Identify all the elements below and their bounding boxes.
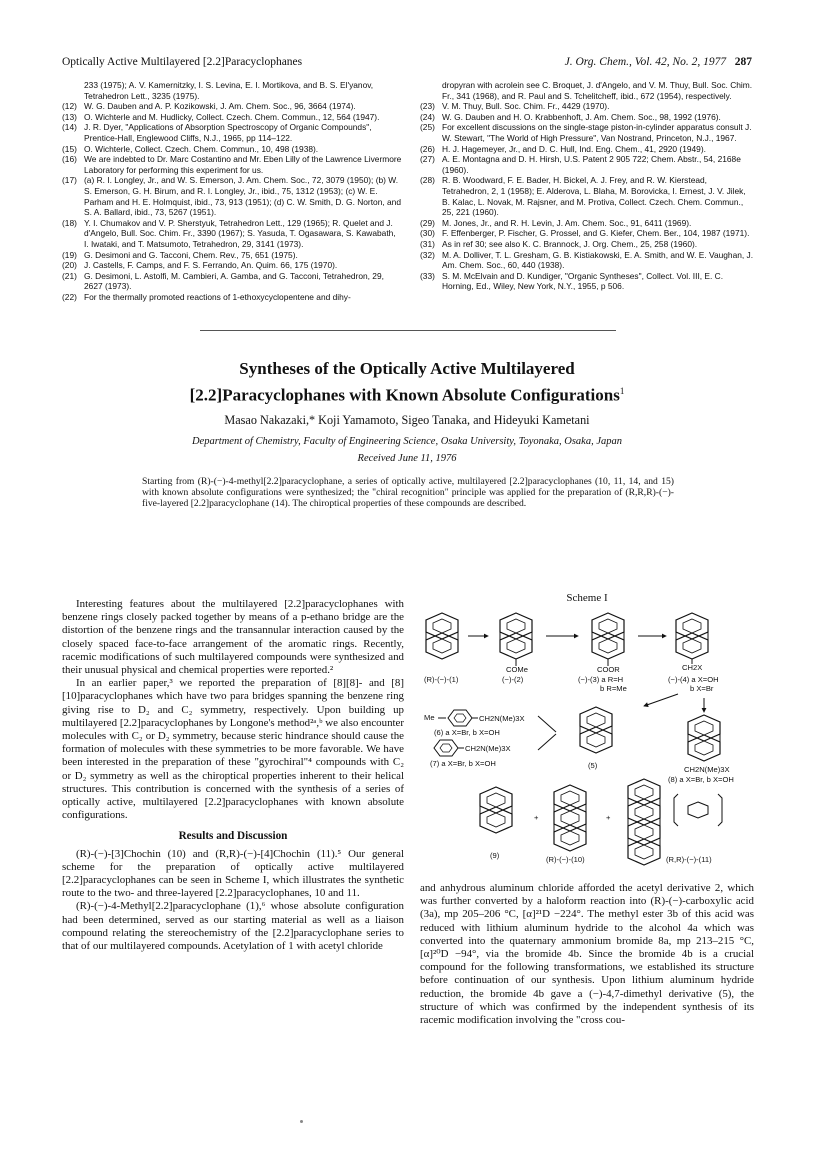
compound-2-substituent: COMe <box>506 665 528 674</box>
reference-number: (25) <box>420 122 435 133</box>
compound-7-label: (7) a X=Br, b X=OH <box>430 759 496 768</box>
reference-text: J. R. Dyer, "Applications of Absorption Spectroscopy of Organic Compounds", Prentice-Hall, Englewood Cliffs, N.J., 1965, pp 114–122. <box>84 122 372 143</box>
title-line-2: [2.2]Paracyclophanes with Known Absolute Configurations$^1$ <box>189 385 625 405</box>
compound-6-structure <box>438 710 478 726</box>
paragraph: In an earlier paper,³ we reported the preparation of [8][8]- and [8][10]paracyclophanes which have two para bridges spanning the benzene ring giving rise to D₂ and C₂ symmetry, respectively. Upon building up multilayered [2.2]paracyclophanes by Longone's method²ᵃ,ᵇ we also encounter molecules with C₂ or D₂ symmetry, because steric hindrance should cause the formation of molecules with these symmetries to be more favorable. We have been interested in the preparation of these "gyrochiral"⁴ compounds with C₂ or D₂ symmetry as well as the chiroptical properties inherent to their helical structures. This contribution is concerned with the synthesis of a series of optically active, multilayered [2.2]paracyclophanes with known absolute configurations. <box>62 677 404 822</box>
reference-text: As in ref 30; see also K. C. Brannock, J. Org. Chem., 25, 258 (1960). <box>442 238 698 249</box>
compound-3-label: (−)-(3) a R=H <box>578 675 624 684</box>
reference-entry <box>62 144 402 155</box>
compound-4-substituent: CH2X <box>682 663 703 672</box>
compound-8-structure <box>688 715 720 761</box>
running-head-title: Optically Active Multilayered [2.2]Paracyclophanes <box>62 56 303 68</box>
abstract: Starting from (R)-(−)-4-methyl[2.2]paracyclophane, a series of optically active, multilayered [2.2]paracyclophanes (10, 11, 14, and 15) with known absolute configurations were synthesized; the "chiral recognition" principle was applied for the preparation of (R,R,R)-(−)-five-layered [2.2]paracyclophane (14). The chiroptical properties of these compounds are described. <box>142 476 674 510</box>
methyl-label: Me <box>424 713 435 722</box>
compound-4-label: (−)-(4) a X=OH <box>668 675 719 684</box>
reference-entry <box>420 218 754 229</box>
reference-entry <box>62 292 402 303</box>
paragraph: and anhydrous aluminum chloride afforded the acetyl derivative 2, which was further converted by a haloform reaction into (R)-(−)-carboxylic acid (3a), mp 205–206 °C, [α]²¹D −224°. The methyl ester 3b of this acid was reduced with lithium aluminum hydride to the alcohol 4a which was converted into the quaternary ammonium bromide 8a, mp 213–215 °C, [α]²⁰D −94°, via the bromide 4b. Since the bromide 4b is a crucial compound for the following transformations, we established its structure before continuation of our synthesis. Upon lithium aluminum hydride reduction, the bromide 4b gave a (−)-4,7-dimethyl derivative (5), the structure of which was confirmed by the independent synthesis of its racemic modification involving the "cross cou- <box>420 882 754 1027</box>
reference-entry <box>420 144 754 155</box>
compound-3-label-b: b R=Me <box>600 684 627 693</box>
converging-bracket <box>538 716 556 732</box>
compound-7-structure <box>434 740 464 756</box>
reference-number: (21) <box>62 270 77 281</box>
running-head-journal: J. Org. Chem., Vol. 42, No. 2, 1977 287 <box>564 56 752 68</box>
page-number: 287 <box>734 56 752 68</box>
converging-bracket <box>538 734 556 750</box>
reference-text: M. Jones, Jr., and R. H. Levin, J. Am. Chem. Soc., 91, 6411 (1969). <box>442 217 692 228</box>
paragraph: Interesting features about the multilayered [2.2]paracyclophanes with benzene rings closely packed together by means of a p-ethano bridge are the distortion of the benzene rings and the transannular interaction caused by the closely spaced face-to-face arrangement of the aromatic rings. Recently, racemic modifications of such multilayered compounds were synthesized and their unusual physical and chemical properties were reported.² <box>62 598 404 677</box>
separator-rule <box>200 330 616 331</box>
compound-3-substituent: COOR <box>597 665 620 674</box>
reference-text: R. B. Woodward, F. E. Bader, H. Bickel, A. J. Frey, and R. W. Kierstead, Tetrahedron, 2, 1 (1958); E. Alderova, L. Blaha, M. Borovicka, I. Ernest, J. V. Jilek, B. Kalac, L. Novak, M. Rajsner, and M. Protiva, Collect. Czech. Chem. Commun., 25, 221 (1960). <box>442 175 746 218</box>
reference-text: For excellent discussions on the single-stage piston-in-cylinder apparatus consult J. W. Stewart, "The World of High Pressure", Van Nostrand, Princeton, N.J., 1967. <box>442 122 752 143</box>
title-footnote-marker: 1 <box>619 386 625 396</box>
compound-5-label: (5) <box>588 761 598 770</box>
reference-text: 233 (1975); A. V. Kamernitzky, I. S. Levina, E. I. Mortikova, and B. S. El'yanov, Tetrahedron Lett., 3235 (1975). <box>84 80 374 101</box>
reference-entry <box>420 239 754 250</box>
reference-entry <box>420 154 754 175</box>
reference-text: S. M. McElvain and D. Kundiger, "Organic Syntheses", Collect. Vol. III, E. C. Horning, Ed., Wiley, New York, N.Y., 1955, p 506. <box>442 270 724 292</box>
compound-11-structure <box>628 779 660 865</box>
compound-1-structure <box>426 613 458 659</box>
reference-number: (17) <box>62 175 77 186</box>
reference-text: (a) R. I. Longley, Jr., and W. S. Emerson, J. Am. Chem. Soc., 72, 3079 (1950); (b) W. S. Emerson, G. H. Birum, and R. I. Longley, Jr., ibid., 75, 1312 (1953); (c) W. E. Parham and H. E. Holmquist, ibid., 73, 913 (1951); (d) C. W. Smith, D. G. Norton, and S. A. Ballard, ibid., 73, 5267 (1951). <box>84 175 401 218</box>
compound-6-label: (6) a X=Br, b X=OH <box>434 728 500 737</box>
compound-7-substituent: CH2N(Me)3X <box>465 744 511 753</box>
compound-9-structure <box>480 787 512 833</box>
reference-text: O. Wichterle, Collect. Czech. Chem. Commun., 10, 498 (1938). <box>84 143 319 154</box>
compound-6-substituent: CH2N(Me)3X <box>479 714 525 723</box>
authors: Masao Nakazaki,* Koji Yamamoto, Sigeo Tanaka, and Hideyuki Kametani <box>224 413 590 427</box>
reference-text: dropyran with acrolein see C. Broquet, J. d'Angelo, and V. M. Thuy, Bull. Soc. Chim. Fr., 341 (1968), and R. Paul and S. Tchelitcheff, ibid., 672 (1954), respectively. <box>442 80 753 101</box>
reference-entry <box>420 250 754 271</box>
reference-number: (20) <box>62 260 77 271</box>
compound-1-label: (R)-(−)-(1) <box>424 675 459 684</box>
reference-entry <box>420 101 754 112</box>
reference-number: (22) <box>62 291 77 302</box>
reference-number: (31) <box>420 238 435 249</box>
reference-entry <box>62 80 402 101</box>
body-right-column <box>420 882 754 1027</box>
article-title <box>62 358 752 407</box>
title-line-1: Syntheses of the Optically Active Multilayered <box>239 359 575 378</box>
reference-number: (24) <box>420 111 435 122</box>
compound-2-structure <box>500 613 532 666</box>
compound-5-structure <box>580 707 612 753</box>
compound-2-label: (−)-(2) <box>502 675 524 684</box>
reference-text: G. Desimoni and G. Tacconi, Chem. Rev., 75, 651 (1975). <box>84 249 298 260</box>
page-mark <box>300 1120 303 1123</box>
reference-number: (32) <box>420 249 435 260</box>
reference-number: (16) <box>62 154 77 165</box>
reference-entry <box>62 271 402 292</box>
compound-10-label: (R)-(−)-(10) <box>546 855 585 864</box>
reference-text: M. A. Dolliver, T. L. Gresham, G. B. Kistiakowski, E. A. Smith, and W. E. Vaughan, J. Am. Chem. Soc., 60, 440 (1938). <box>442 249 754 271</box>
received-date: Received June 11, 1976 <box>357 453 457 464</box>
bracket-reagent <box>674 794 722 826</box>
reference-entry <box>420 80 754 101</box>
reaction-arrow <box>644 694 678 706</box>
reference-text: For the thermally promoted reactions of 1-ethoxycyclopentene and dihy- <box>84 291 351 302</box>
reference-entry <box>62 175 402 217</box>
scheme-diagram <box>420 608 754 880</box>
reference-number: (19) <box>62 249 77 260</box>
reference-text: J. Castells, F. Camps, and F. S. Ferrando, An. Quim. 66, 175 (1970). <box>84 260 338 271</box>
section-heading: Results and Discussion <box>178 830 288 843</box>
reference-number: (15) <box>62 143 77 154</box>
references-left-column <box>62 80 402 302</box>
paragraph: (R)-(−)-4-Methyl[2.2]paracyclophane (1),⁶ whose absolute configuration had been determined, served as our starting material as well as a liaison compound relating the stereochemistry of the [2.2]paracyclophane series to that of our multilayered compounds. Acetylation of 1 with acetyl chloride <box>62 900 404 953</box>
reference-number: (30) <box>420 228 435 239</box>
scheme-title: Scheme I <box>566 592 608 604</box>
reference-text: O. Wichterle and M. Hudlicky, Collect. Czech. Chem. Commun., 12, 564 (1947). <box>84 111 380 122</box>
reference-entry <box>62 101 402 112</box>
reference-number: (13) <box>62 111 77 122</box>
reference-number: (14) <box>62 122 77 133</box>
compound-3-structure <box>592 613 624 666</box>
references-right-column <box>420 80 754 292</box>
affiliation: Department of Chemistry, Faculty of Engineering Science, Osaka University, Toyonaka, Osaka, Japan <box>191 436 623 447</box>
scheme-figure <box>420 592 754 882</box>
reference-number: (33) <box>420 270 435 281</box>
reference-text: F. Effenberger, P. Fischer, G. Prossel, and G. Kiefer, Chem. Ber., 104, 1987 (1971). <box>442 228 750 239</box>
paragraph: (R)-(−)-[3]Chochin (10) and (R,R)-(−)-[4]Chochin (11).⁵ Our general scheme for the preparation of optically active multilayered [2.2]paracyclophanes can be seen in Scheme I, which illustrates the synthetic route to the two- and three-layered [2.2]paracyclophanes, 10 and 11. <box>62 847 404 900</box>
reference-text: W. G. Dauben and H. O. Krabbenhoft, J. Am. Chem. Soc., 98, 1992 (1976). <box>442 111 721 122</box>
plus-sign: + <box>606 813 611 822</box>
reference-entry <box>420 271 754 292</box>
reference-entry <box>420 122 754 143</box>
reference-text: We are indebted to Dr. Marc Costantino and Mr. Eben Lilly of the Lawrence Livermore Laboratory for performing this experiment for us. <box>84 154 402 175</box>
reference-entry <box>62 218 402 250</box>
reference-text: H. J. Hagemeyer, Jr., and D. C. Hull, Ind. Eng. Chem., 41, 2920 (1949). <box>442 143 706 154</box>
reference-number: (12) <box>62 101 77 112</box>
reference-number: (18) <box>62 217 77 228</box>
reference-entry <box>62 112 402 123</box>
reference-number: (23) <box>420 101 435 112</box>
compound-4-label-b: b X=Br <box>690 684 714 693</box>
reference-number: (28) <box>420 175 435 186</box>
reference-number: (29) <box>420 217 435 228</box>
compound-9-label: (9) <box>490 851 500 860</box>
compound-8-substituent: CH2N(Me)3X <box>684 765 730 774</box>
reference-text: Y. I. Chumakov and V. P. Sherstyuk, Tetrahedron Lett., 129 (1965); R. Quelet and J. d'Angelo, Bull. Soc. Chim. Fr., 3390 (1967); S. Yasuda, T. Ogasawara, S. Kawabath, I. Iwataki, and T. Matsumoto, Tetrahedron, 29, 3141 (1973). <box>84 217 396 249</box>
reference-entry <box>62 122 402 143</box>
reference-entry <box>62 250 402 261</box>
compound-11-label: (R,R)-(−)-(11) <box>666 855 712 864</box>
reference-entry <box>420 112 754 123</box>
compound-4-structure <box>676 613 708 664</box>
compound-8-label: (8) a X=Br, b X=OH <box>668 775 734 784</box>
reference-text: W. G. Dauben and A. P. Kozikowski, J. Am. Chem. Soc., 96, 3664 (1974). <box>84 101 356 112</box>
reference-text: G. Desimoni, L. Astolfi, M. Cambieri, A. Gamba, and G. Tacconi, Tetrahedron, 29, 2627 (1973). <box>84 270 384 292</box>
reference-number: (26) <box>420 143 435 154</box>
body-left-column <box>62 598 404 953</box>
reference-entry <box>420 175 754 217</box>
reference-entry <box>62 154 402 175</box>
reference-text: V. M. Thuy, Bull. Soc. Chim. Fr., 4429 (1970). <box>442 101 610 112</box>
reference-entry <box>420 228 754 239</box>
reference-text: A. E. Montagna and D. H. Hirsh, U.S. Patent 2 905 722; Chem. Abstr., 54, 2168e (1960). <box>442 154 741 175</box>
plus-sign: + <box>534 813 539 822</box>
reference-entry <box>62 260 402 271</box>
reference-number: (27) <box>420 154 435 165</box>
compound-10-structure <box>554 785 586 851</box>
